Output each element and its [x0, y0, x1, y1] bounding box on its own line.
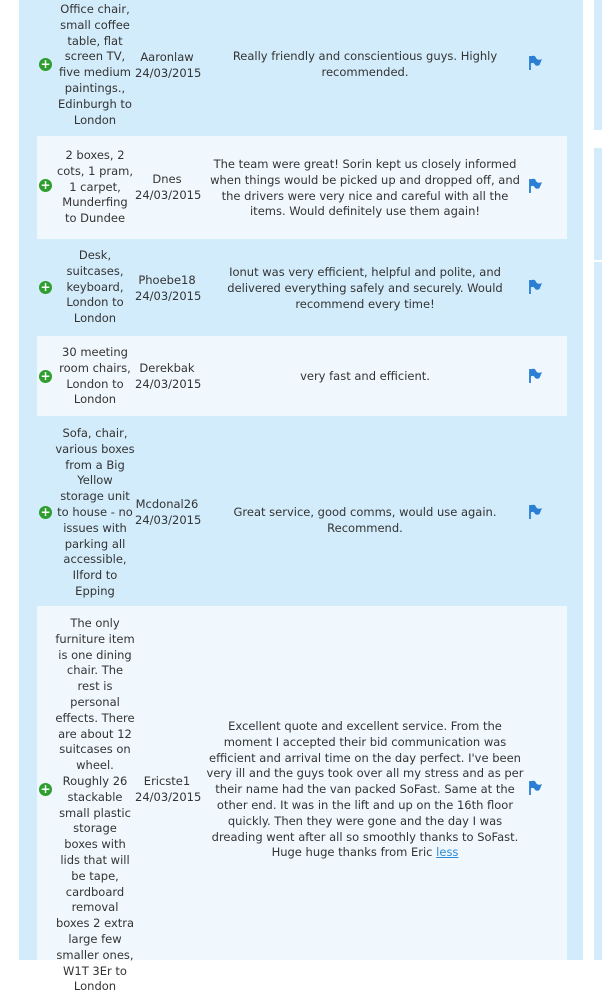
expand-plus-icon[interactable]: +: [40, 369, 51, 383]
edge-bar: [594, 148, 602, 260]
review-comment: very fast and efficient.: [300, 369, 430, 383]
review-row: [37, 136, 567, 239]
expand-plus-icon[interactable]: +: [40, 178, 51, 192]
edge-bar: [594, 262, 602, 960]
review-user: [135, 361, 202, 392]
review-items: 2 boxes, 2 cots, 1 pram, 1 carpet, Munderfing to Dundee: [56, 148, 134, 226]
review-row: [37, 0, 567, 136]
review-items: 30 meeting room chairs, London to London: [59, 345, 131, 407]
review-user: [135, 172, 202, 203]
review-comment: The team were great! Sorin kept us closely informed when things would be picked up and dropped off, and the drivers were very nice and careful with all the items. Would definitely use them again!: [210, 157, 520, 219]
flag-icon[interactable]: [527, 368, 543, 384]
expand-plus-icon[interactable]: +: [40, 280, 51, 294]
review-items: The only furniture item is one dining chair. The rest is personal effects. There are about 12 suitcases on wheel. Roughly 26 stackable small plastic storage boxes with lids that will be tape, cardboard removal boxes 2 extra large few smaller ones, W1T 3Er to London: [55, 616, 135, 994]
flag-icon[interactable]: [527, 780, 543, 796]
less-link[interactable]: less: [436, 845, 459, 860]
review-row: [37, 416, 567, 606]
review-username: Ericste1: [143, 774, 191, 788]
expand-plus-icon[interactable]: +: [40, 57, 51, 71]
flag-icon[interactable]: [527, 178, 543, 194]
review-row: [37, 606, 567, 994]
review-date: 24/03/2015: [135, 288, 202, 303]
review-comment: [205, 719, 525, 861]
review-comment: Really friendly and conscientious guys. Highly recommended.: [232, 49, 498, 79]
expand-plus-icon[interactable]: +: [40, 505, 51, 519]
review-row: [37, 239, 567, 336]
review-date: 24/03/2015: [135, 512, 202, 527]
review-username: Phoebe18: [138, 273, 196, 287]
review-date: 24/03/2015: [135, 187, 202, 202]
review-user: [135, 50, 202, 81]
review-row: [37, 336, 567, 416]
review-items: Sofa, chair, various boxes from a Big Yellow storage unit to house - no issues with parking all accessible, Ilford to Epping: [55, 426, 135, 598]
review-date: 24/03/2015: [135, 789, 202, 804]
review-comment-text: Excellent quote and excellent service. From the moment I accepted their bid communication was efficient and arrival time on the day perfect. I've been very ill and the guys took over all my stress and as per their name had the van packed SoFast. Same at the other end. It was in the lift and up on the 16th floor quickly. Then they were gone and the day I was dreading went after all so smoothly thanks to SoFast. Huge huge thanks from Eric: [206, 719, 524, 860]
expand-plus-icon[interactable]: +: [40, 782, 51, 796]
review-date: 24/03/2015: [135, 65, 202, 80]
review-items: Desk, suitcases, keyboard, London to London: [66, 248, 124, 326]
review-username: Aaronlaw: [140, 50, 194, 64]
review-user: [135, 774, 202, 805]
review-username: Mcdonal26: [135, 497, 199, 511]
flag-icon[interactable]: [527, 279, 543, 295]
flag-icon[interactable]: [527, 55, 543, 71]
review-date: 24/03/2015: [135, 376, 202, 391]
edge-bar: [594, 0, 602, 130]
review-comment: Ionut was very efficient, helpful and polite, and delivered everything safely and securely. Would recommend every time!: [227, 265, 503, 311]
review-user: [135, 497, 202, 528]
review-username: Dnes: [152, 172, 182, 186]
review-user: [135, 273, 202, 304]
review-items: Office chair, small coffee table, flat screen TV, five medium paintings., Edinburgh to London: [58, 2, 132, 127]
review-comment: Great service, good comms, would use again. Recommend.: [233, 505, 497, 535]
review-username: Derekbak: [139, 361, 195, 375]
flag-icon[interactable]: [527, 504, 543, 520]
